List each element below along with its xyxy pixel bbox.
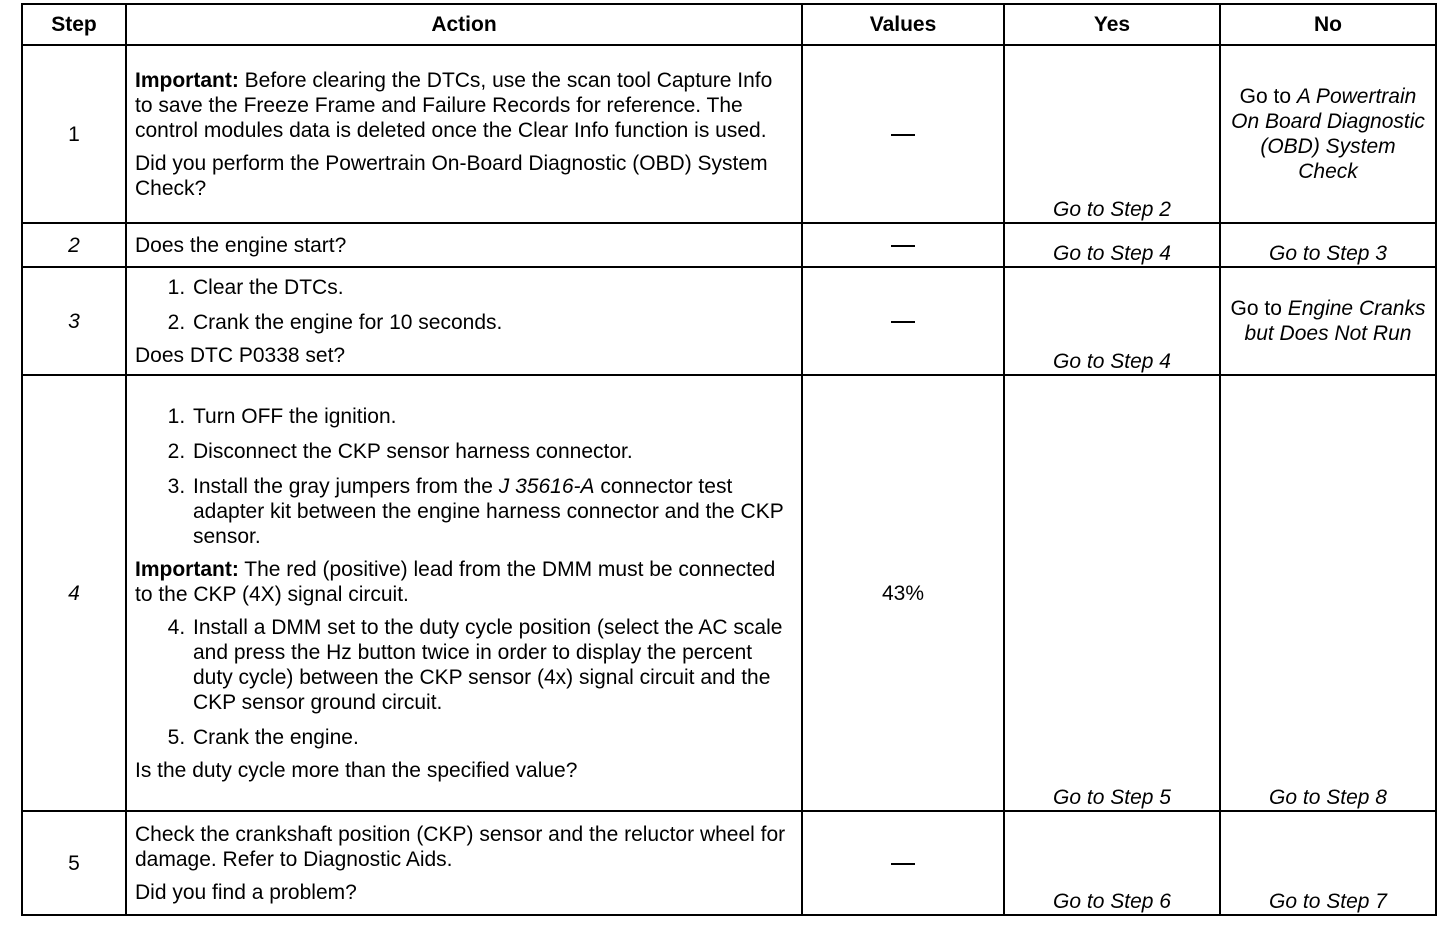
tool-reference: J 35616-A — [498, 474, 595, 498]
no-link-go-to-step-7[interactable]: Go to Step 7 — [1220, 811, 1436, 915]
table-row-step-2 — [22, 223, 1436, 267]
step-number: 3 — [22, 267, 126, 375]
header-values: Values — [802, 4, 1004, 45]
values-cell — [802, 223, 1004, 267]
yes-link-go-to-step-4[interactable]: Go to Step 4 — [1004, 223, 1220, 267]
important-note — [135, 557, 793, 607]
dash-value — [891, 863, 915, 865]
action-list — [135, 275, 793, 335]
yes-link-go-to-step-4[interactable]: Go to Step 4 — [1004, 267, 1220, 375]
table-row-step-4 — [22, 375, 1436, 811]
action-cell — [126, 375, 802, 811]
important-label: Important: — [135, 68, 239, 92]
step-number: 2 — [22, 223, 126, 267]
yes-link-go-to-step-6[interactable]: Go to Step 6 — [1004, 811, 1220, 915]
important-text: The red (positive) lead from the DMM must be connected to the CKP (4X) signal circuit. — [135, 557, 776, 606]
no-cell: Go to A Powertrain On Board Diagnostic (OBD) System Check — [1220, 45, 1436, 223]
yes-link-go-to-step-5[interactable]: Go to Step 5 — [1004, 375, 1220, 811]
important-label: Important: — [135, 557, 239, 581]
list-item: 2. Crank the engine for 10 seconds. — [191, 310, 793, 335]
table-row-step-3 — [22, 267, 1436, 375]
action-list — [135, 404, 793, 549]
list-item: 1. Turn OFF the ignition. — [191, 404, 793, 429]
step-number: 1 — [22, 45, 126, 223]
no-link-obd-system-check[interactable]: A Powertrain On Board Diagnostic (OBD) System Check — [1231, 85, 1425, 183]
no-link-go-to-step-8[interactable]: Go to Step 8 — [1220, 375, 1436, 811]
values-cell — [802, 267, 1004, 375]
no-cell: Go to Engine Cranks but Does Not Run — [1220, 267, 1436, 375]
header-action: Action — [126, 4, 802, 45]
step-number: 5 — [22, 811, 126, 915]
question: Does DTC P0338 set? — [135, 343, 346, 367]
action-cell — [126, 811, 802, 915]
action-cell — [126, 267, 802, 375]
step-number: 4 — [22, 375, 126, 811]
instruction-text: Check the crankshaft position (CKP) sensor and the reluctor wheel for damage. Refer to Diagnostic Aids. — [135, 822, 786, 871]
header-row — [22, 4, 1436, 45]
values-cell: 43% — [802, 375, 1004, 811]
header-yes: Yes — [1004, 4, 1220, 45]
table-row-step-5 — [22, 811, 1436, 915]
dash-value — [891, 134, 915, 136]
header-no: No — [1220, 4, 1436, 45]
no-link-engine-cranks-but-does-not-run[interactable]: Engine Cranks but Does Not Run — [1244, 297, 1426, 345]
yes-link-go-to-step-2[interactable]: Go to Step 2 — [1004, 45, 1220, 223]
list-item: 2. Disconnect the CKP sensor harness connector. — [191, 439, 793, 464]
list-item: 3. Install the gray jumpers from the J 35616-A connector test adapter kit between the engine harness connector and the CKP sensor. — [191, 474, 793, 549]
table-row-step-1 — [22, 45, 1436, 223]
question: Did you perform the Powertrain On-Board Diagnostic (OBD) System Check? — [135, 151, 768, 200]
question: Did you find a problem? — [135, 880, 357, 904]
list-item: 5. Crank the engine. — [191, 725, 793, 750]
action-list-continued — [135, 615, 793, 750]
list-item: 4. Install a DMM set to the duty cycle position (select the AC scale and press the Hz button twice in order to display the percent duty cycle) between the CKP sensor (4x) signal circuit and the CKP sensor ground circuit. — [191, 615, 793, 715]
dash-value — [891, 245, 915, 247]
values-cell — [802, 811, 1004, 915]
dash-value — [891, 321, 915, 323]
question: Does the engine start? — [126, 223, 802, 267]
action-cell — [126, 45, 802, 223]
header-step: Step — [22, 4, 126, 45]
question: Is the duty cycle more than the specified value? — [135, 758, 578, 782]
no-link-go-to-step-3[interactable]: Go to Step 3 — [1220, 223, 1436, 267]
important-text: Before clearing the DTCs, use the scan tool Capture Info to save the Freeze Frame and Failure Records for reference. The control modules data is deleted once the Clear Info function is used. — [135, 68, 773, 142]
diagnostic-table — [21, 3, 1437, 916]
values-cell — [802, 45, 1004, 223]
list-item: 1. Clear the DTCs. — [191, 275, 793, 300]
important-note — [135, 68, 793, 143]
